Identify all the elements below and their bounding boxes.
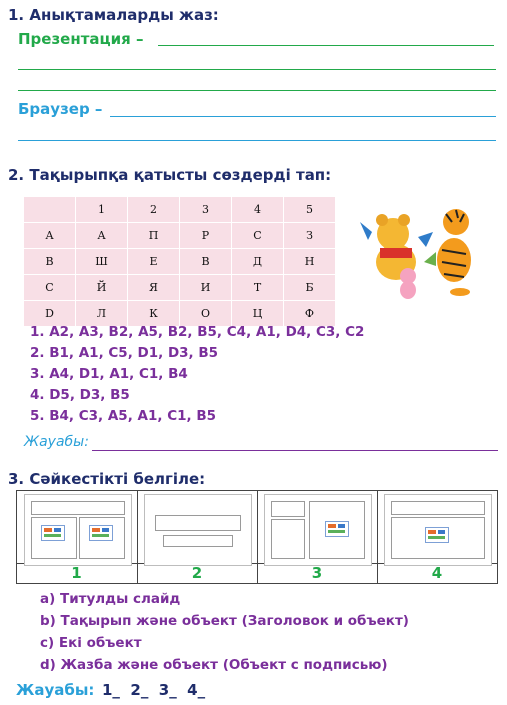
table-row [24, 275, 336, 301]
table-cell: 4 [232, 197, 284, 223]
table-cell: З [284, 223, 336, 249]
table-cell: С [232, 223, 284, 249]
table-cell: Л [76, 301, 128, 327]
answer-line[interactable] [18, 140, 496, 141]
list-item: 3. A4, D1, A1, C1, B4 [30, 366, 188, 382]
table-cell: В [180, 249, 232, 275]
table-cell: Е [128, 249, 180, 275]
content-placeholder-icon [425, 527, 449, 543]
slide-layout-1[interactable] [24, 494, 132, 566]
option-c: c) Екі объект [40, 635, 142, 651]
layout-number-2: 2 [191, 564, 203, 582]
cartoon-characters-illustration [358, 192, 488, 302]
table-cell: Н [284, 249, 336, 275]
layout-number-3: 3 [311, 564, 323, 582]
table-cell: Б [284, 275, 336, 301]
table-cell: Т [232, 275, 284, 301]
table-cell: 3 [180, 197, 232, 223]
list-item: 2. B1, A1, C5, D1, D3, B5 [30, 345, 219, 361]
answer-line[interactable] [158, 45, 494, 46]
table-row [24, 249, 336, 275]
table-cell: Й [76, 275, 128, 301]
table-cell: Ш [76, 249, 128, 275]
content-placeholder-icon [89, 525, 113, 541]
table-cell: И [180, 275, 232, 301]
table-cell: Ц [232, 301, 284, 327]
slide-layout-3[interactable] [264, 494, 372, 566]
content-placeholder-icon [325, 521, 349, 537]
section3-heading: 3. Сәйкестікті белгіле: [8, 470, 206, 488]
content-placeholder-icon [41, 525, 65, 541]
table-cell: С [24, 275, 76, 301]
term-presentation-label: Презентация – [18, 30, 144, 48]
answer-line[interactable] [92, 450, 498, 451]
final-answer-label: Жауабы: [16, 681, 95, 699]
table-cell: Р [180, 223, 232, 249]
table-row [24, 223, 336, 249]
list-item: 4. D5, D3, B5 [30, 387, 130, 403]
term-browser-label: Браузер – [18, 100, 103, 118]
slide-layout-4[interactable] [384, 494, 492, 566]
table-cell: Я [128, 275, 180, 301]
slide-layout-2[interactable] [144, 494, 252, 566]
table-row [24, 301, 336, 327]
option-a: a) Титулды слайд [40, 591, 181, 607]
layout-number-1: 1 [71, 564, 82, 582]
answer-line[interactable] [110, 116, 496, 117]
table-cell: П [128, 223, 180, 249]
table-cell: Ф [284, 301, 336, 327]
table-cell: А [76, 223, 128, 249]
table-header-row [24, 197, 336, 223]
table-cell: 1 [76, 197, 128, 223]
list-item: 5. B4, C3, A5, A1, C1, B5 [30, 408, 217, 424]
section1-heading: 1. Анықтамаларды жаз: [8, 6, 219, 24]
table-cell [24, 197, 76, 223]
table-cell: К [128, 301, 180, 327]
answer-label: Жауабы: [24, 434, 89, 450]
table-cell: 5 [284, 197, 336, 223]
table-cell: А [24, 223, 76, 249]
answer-line[interactable] [18, 69, 496, 70]
table-cell: В [24, 249, 76, 275]
table-cell: 2 [128, 197, 180, 223]
list-item: 1. A2, A3, B2, A5, B2, B5, C4, A1, D4, C3, C2 [30, 324, 365, 340]
table-cell: Д [232, 249, 284, 275]
section2-heading: 2. Тақырыпқа қатысты сөздерді тап: [8, 166, 332, 184]
layout-number-4: 4 [431, 564, 443, 582]
letter-grid-table [23, 196, 336, 327]
option-d: d) Жазба және объект (Объект с подписью) [40, 657, 388, 673]
final-answer-blanks[interactable]: 1_ 2_ 3_ 4_ [102, 681, 206, 699]
option-b: b) Тақырып және объект (Заголовок и объект) [40, 613, 409, 629]
table-cell: О [180, 301, 232, 327]
clue-list [30, 324, 364, 429]
table-cell: D [24, 301, 76, 327]
answer-line[interactable] [18, 90, 496, 91]
